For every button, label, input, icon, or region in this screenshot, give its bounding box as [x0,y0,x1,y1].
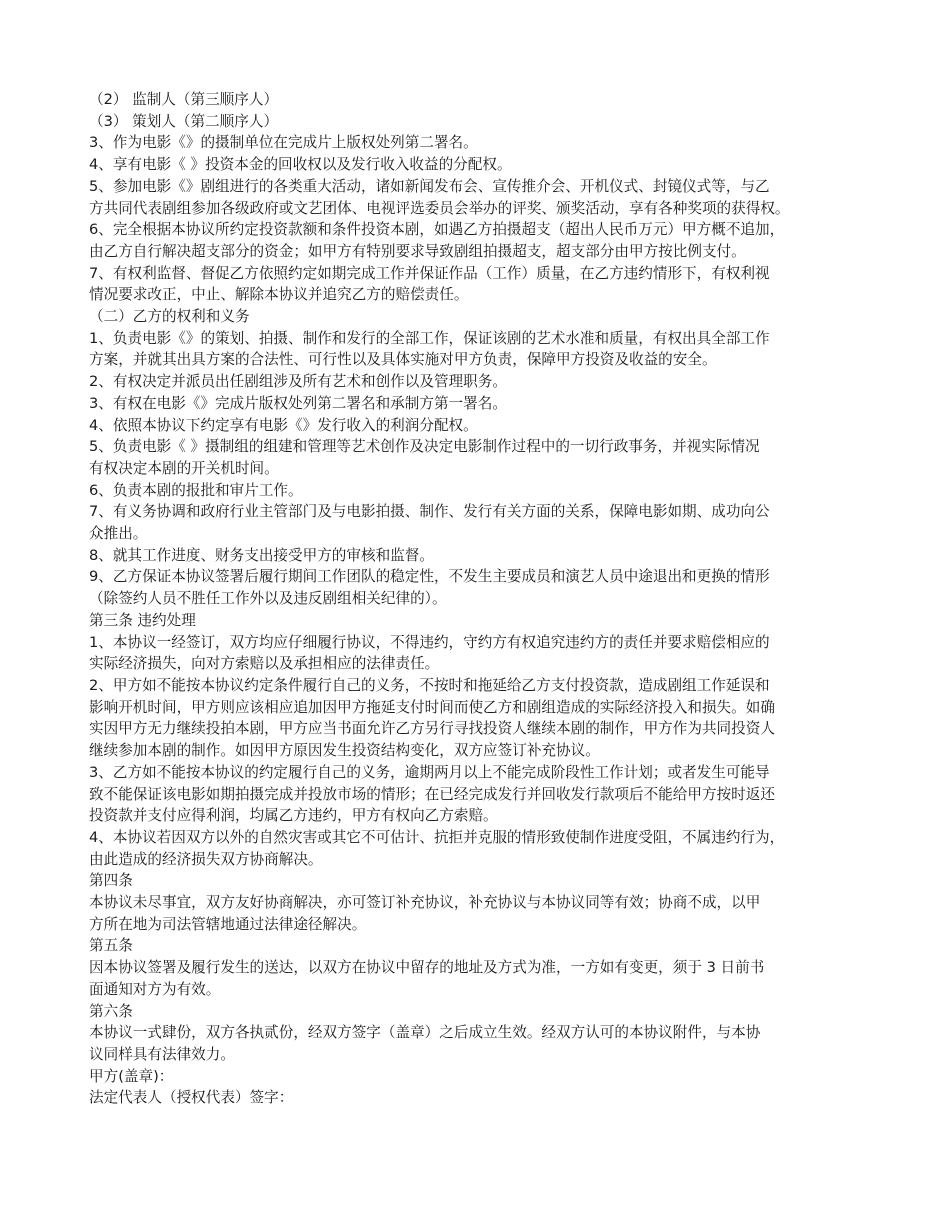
document-line: 本协议未尽事宜，双方友好协商解决，亦可签订补充协议，补充协议与本协议同等有效；协商不成，以甲 [89,894,761,912]
document-line: 有权决定本剧的开关机时间。 [89,459,279,477]
document-line: 3、作为电影《》的摄制单位在完成片上版权处列第二署名。 [89,134,478,152]
document-line: （除签约人员不胜任工作外以及违反剧组相关纪律的）。 [89,590,447,608]
document-line: 法定代表人（授权代表）签字： [89,1089,294,1107]
document-line: 甲方(盖章)： [89,1067,174,1085]
document-line: （3） 策划人（第二顺序人） [89,112,279,130]
document-line: 1、负责电影《》的策划、拍摄、制作和发行的全部工作，保证该剧的艺术水准和质量，有权出具全部工作 [89,329,770,347]
document-line: 6、完全根据本协议所约定投资款额和条件投资本剧，如遇乙方拍摄超支（超出人民币万元）甲方概不追加， [89,221,785,239]
document-line: 4、依照本协议下约定享有电影《》发行收入的利润分配权。 [89,416,478,434]
document-line: 7、有权利监督、督促乙方依照约定如期完成工作并保证作品（工作）质量，在乙方违约情形下，有权利视 [89,264,770,282]
document-line: 众推出。 [89,525,148,543]
document-line: 继续参加本剧的制作。如因甲方原因发生投资结构变化，双方应签订补充协议。 [89,742,600,760]
document-line: 投资款并支付应得利润，均属乙方违约，甲方有权向乙方索赔。 [89,807,498,825]
document-line: 情况要求改正，中止、解除本协议并追究乙方的赔偿责任。 [89,286,469,304]
document-body [89,89,869,1109]
document-line: 由乙方自行解决超支部分的资金；如甲方有特别要求导致剧组拍摄超支，超支部分由甲方按比例支付。 [89,242,746,260]
document-line: 4、享有电影《 》投资本金的回收权以及发行收入收益的分配权。 [89,156,512,174]
document-line: 第五条 [89,937,133,955]
document-line: 方所在地为司法管辖地通过法律途径解决。 [89,915,367,933]
document-line: 方共同代表剧组参加各级政府或文艺团体、电视评选委员会举办的评奖、颁奖活动，享有各种奖项的获得权。 [89,199,790,217]
document-line: 8、就其工作进度、财务支出接受甲方的审核和监督。 [89,546,434,564]
document-line: 3、乙方如不能按本协议的约定履行自己的义务，逾期两月以上不能完成阶段性工作计划；或者发生可能导 [89,763,770,781]
document-line: 面通知对方为有效。 [89,980,221,998]
document-line: 实际经济损失，向对方索赔以及承担相应的法律责任。 [89,655,440,673]
document-line: 6、负责本剧的报批和审片工作。 [89,481,303,499]
document-line: 实因甲方无力继续投拍本剧，甲方应当书面允许乙方另行寻找投资人继续本剧的制作，甲方作为共同投资人 [89,720,775,738]
document-line: 9、乙方保证本协议签署后履行期间工作团队的稳定性，不发生主要成员和演艺人员中途退出和更换的情形 [89,568,770,586]
document-line: 4、本协议若因双方以外的自然灾害或其它不可估计、抗拒并克服的情形致使制作进度受阻，不属违约行为， [89,828,785,846]
document-line: 议同样具有法律效力。 [89,1045,235,1063]
document-line: （二）乙方的权利和义务 [89,308,250,326]
document-line: 本协议一式肆份，双方各执贰份，经双方签字（盖章）之后成立生效。经双方认可的本协议附件，与本协 [89,1024,761,1042]
document-line: 7、有义务协调和政府行业主管部门及与电影拍摄、制作、发行有关方面的关系，保障电影如期、成功向公 [89,503,770,521]
document-line: 第六条 [89,1002,133,1020]
document-line: 由此造成的经济损失双方协商解决。 [89,850,323,868]
document-line: 3、有权在电影《》完成片版权处列第二署名和承制方第一署名。 [89,394,507,412]
document-line: 5、负责电影《 》摄制组的组建和管理等艺术创作及决定电影制作过程中的一切行政事务，并视实际情况 [89,438,760,456]
document-line: 2、甲方如不能按本协议约定条件履行自己的义务，不按时和拖延给乙方支付投资款，造成剧组工作延误和 [89,676,770,694]
document-line: 5、参加电影《》剧组进行的各类重大活动，诸如新闻发布会、宣传推介会、开机仪式、封镜仪式等，与乙 [89,177,770,195]
document-line: 方案，并就其出具方案的合法性、可行性以及具体实施对甲方负责，保障甲方投资及收益的安全。 [89,351,717,369]
document-line: 因本协议签署及履行发生的送达，以双方在协议中留存的地址及方式为准，一方如有变更，须于 3 日前书 [89,959,765,977]
document-line: 致不能保证该电影如期拍摄完成并投放市场的情形；在已经完成发行并回收发行款项后不能给甲方按时返还 [89,785,775,803]
document-line: 2、有权决定并派员出任剧组涉及所有艺术和创作以及管理职务。 [89,373,507,391]
document-line: 第四条 [89,872,133,890]
document-line: 1、本协议一经签订，双方均应仔细履行协议，不得违约，守约方有权追究违约方的责任并要求赔偿相应的 [89,633,770,651]
document-line: （2） 监制人（第三顺序人） [89,91,279,108]
document-line: 第三条 违约处理 [89,611,196,629]
document-line: 影响开机时间，甲方则应该相应追加因甲方拖延支付时间而使乙方和剧组造成的实际经济投入和损失。如确 [89,698,775,716]
